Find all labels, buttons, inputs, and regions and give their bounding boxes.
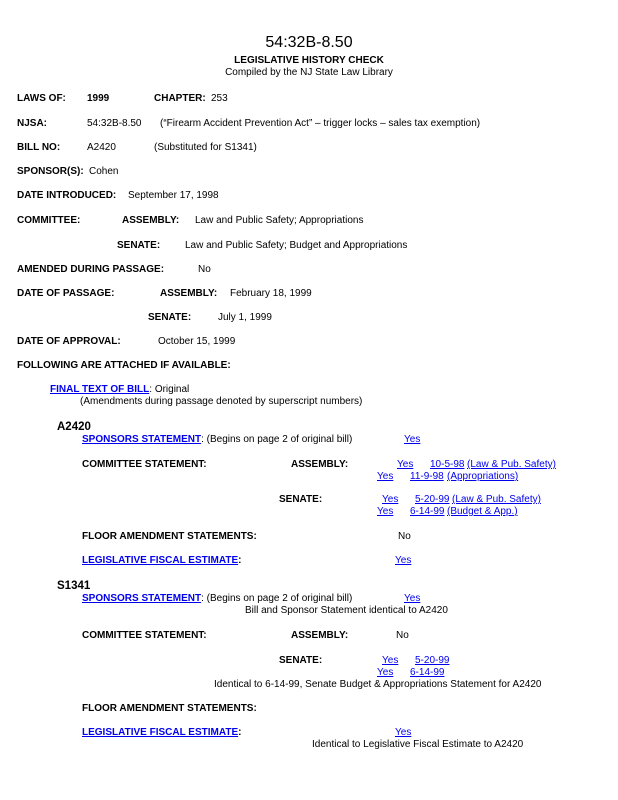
final-text-value: : Original [149,384,190,395]
passage-assembly-label: ASSEMBLY: [160,288,218,299]
a2420-heading: A2420 [57,421,91,433]
a2420-fiscal-yes-link[interactable]: Yes [395,555,412,566]
sponsors-label: SPONSOR(S): [17,166,84,177]
s1341-fiscal-identical: Identical to Legislative Fiscal Estimate to A2420 [312,739,524,750]
a2420-senate-yes-2-link[interactable]: Yes [377,506,394,517]
s1341-senate-date-1-link[interactable]: 5-20-99 [415,655,450,666]
committee-senate-value: Law and Public Safety; Budget and Appropriations [185,240,408,251]
sponsors-value: Cohen [89,166,119,177]
amended-label: AMENDED DURING PASSAGE: [17,264,165,275]
s1341-sponsors-note: : (Begins on page 2 of original bill) [201,593,353,604]
amended-value: No [198,264,211,275]
bill-no-label: BILL NO: [17,142,61,153]
a2420-fiscal-link[interactable]: LEGISLATIVE FISCAL ESTIMATE [82,555,239,566]
a2420-assembly-desc-2-link[interactable]: (Appropriations) [447,471,519,482]
a2420-fiscal-colon: : [238,555,242,566]
passage-senate-label: SENATE: [148,312,192,323]
final-text-link[interactable]: FINAL TEXT OF BILL [50,384,150,395]
a2420-senate-date-1-link[interactable]: 5-20-99 [415,494,450,505]
s1341-committee-senate-label: SENATE: [279,655,323,666]
s1341-fiscal-colon: : [238,727,242,738]
a2420-sponsors-note: : (Begins on page 2 of original bill) [201,434,353,445]
committee-assembly-value: Law and Public Safety; Appropriations [195,215,364,226]
s1341-committee-label: COMMITTEE STATEMENT: [82,630,207,641]
laws-of-label: LAWS OF: [17,93,66,104]
s1341-fiscal-link[interactable]: LEGISLATIVE FISCAL ESTIMATE [82,727,239,738]
s1341-senate-yes-1-link[interactable]: Yes [382,655,399,666]
approval-value: October 15, 1999 [158,336,236,347]
a2420-sponsors-line [82,434,352,446]
laws-of-year: 1999 [87,93,110,104]
chapter-label: CHAPTER: [154,93,206,104]
a2420-sponsors-yes-link[interactable]: Yes [404,434,421,445]
chapter-value: 253 [211,93,228,104]
a2420-senate-yes-1-link[interactable]: Yes [382,494,399,505]
njsa-description: (“Firearm Accident Prevention Act” – trigger locks – sales tax exemption) [160,118,481,129]
compiled-by: Compiled by the NJ State Law Library [225,67,393,78]
a2420-assembly-date-2-link[interactable]: 11-9-98 [410,471,444,482]
s1341-heading: S1341 [57,580,91,592]
date-introduced-value: September 17, 1998 [128,190,219,201]
s1341-sponsors-identical: Bill and Sponsor Statement identical to A2420 [245,605,448,616]
a2420-assembly-yes-2-link[interactable]: Yes [377,471,394,482]
final-text-line [50,384,189,396]
njsa-label: NJSA: [17,118,48,129]
s1341-floor-label: FLOOR AMENDMENT STATEMENTS: [82,703,257,714]
s1341-committee-assembly-label: ASSEMBLY: [291,630,349,641]
a2420-senate-date-2-link[interactable]: 6-14-99 [410,506,445,517]
committee-label: COMMITTEE: [17,215,81,226]
page-title: 54:32B-8.50 [265,34,353,51]
a2420-committee-senate-label: SENATE: [279,494,323,505]
passage-senate-value: July 1, 1999 [218,312,272,323]
date-introduced-label: DATE INTRODUCED: [17,190,117,201]
s1341-senate-date-2-link[interactable]: 6-14-99 [410,667,445,678]
committee-senate-label: SENATE: [117,240,161,251]
a2420-floor-label: FLOOR AMENDMENT STATEMENTS: [82,531,257,542]
a2420-assembly-desc-1-link[interactable]: (Law & Pub. Safety) [467,459,556,470]
a2420-assembly-date-1-link[interactable]: 10-5-98 [430,459,465,470]
committee-assembly-label: ASSEMBLY: [122,215,180,226]
attachments-heading: FOLLOWING ARE ATTACHED IF AVAILABLE: [17,360,231,371]
final-text-note: (Amendments during passage denoted by superscript numbers) [80,396,363,407]
a2420-committee-assembly-label: ASSEMBLY: [291,459,349,470]
a2420-floor-value: No [398,531,411,542]
s1341-sponsors-yes-link[interactable]: Yes [404,593,421,604]
s1341-sponsors-link[interactable]: SPONSORS STATEMENT [82,593,202,604]
njsa-value: 54:32B-8.50 [87,118,142,129]
a2420-senate-desc-1-link[interactable]: (Law & Pub. Safety) [452,494,541,505]
approval-label: DATE OF APPROVAL: [17,336,121,347]
s1341-fiscal-line [82,727,241,739]
document-subtitle: LEGISLATIVE HISTORY CHECK [234,55,384,66]
a2420-assembly-yes-1-link[interactable]: Yes [397,459,414,470]
s1341-assembly-value: No [396,630,409,641]
a2420-sponsors-link[interactable]: SPONSORS STATEMENT [82,434,202,445]
s1341-senate-identical: Identical to 6-14-99, Senate Budget & Appropriations Statement for A2420 [214,679,542,690]
s1341-senate-yes-2-link[interactable]: Yes [377,667,394,678]
bill-no-value: A2420 [87,142,116,153]
s1341-fiscal-yes-link[interactable]: Yes [395,727,412,738]
a2420-fiscal-line [82,555,241,567]
passage-label: DATE OF PASSAGE: [17,288,115,299]
bill-no-note: (Substituted for S1341) [154,142,257,153]
s1341-sponsors-line [82,593,352,605]
passage-assembly-value: February 18, 1999 [230,288,312,299]
a2420-committee-label: COMMITTEE STATEMENT: [82,459,207,470]
a2420-senate-desc-2-link[interactable]: (Budget & App.) [447,506,518,517]
